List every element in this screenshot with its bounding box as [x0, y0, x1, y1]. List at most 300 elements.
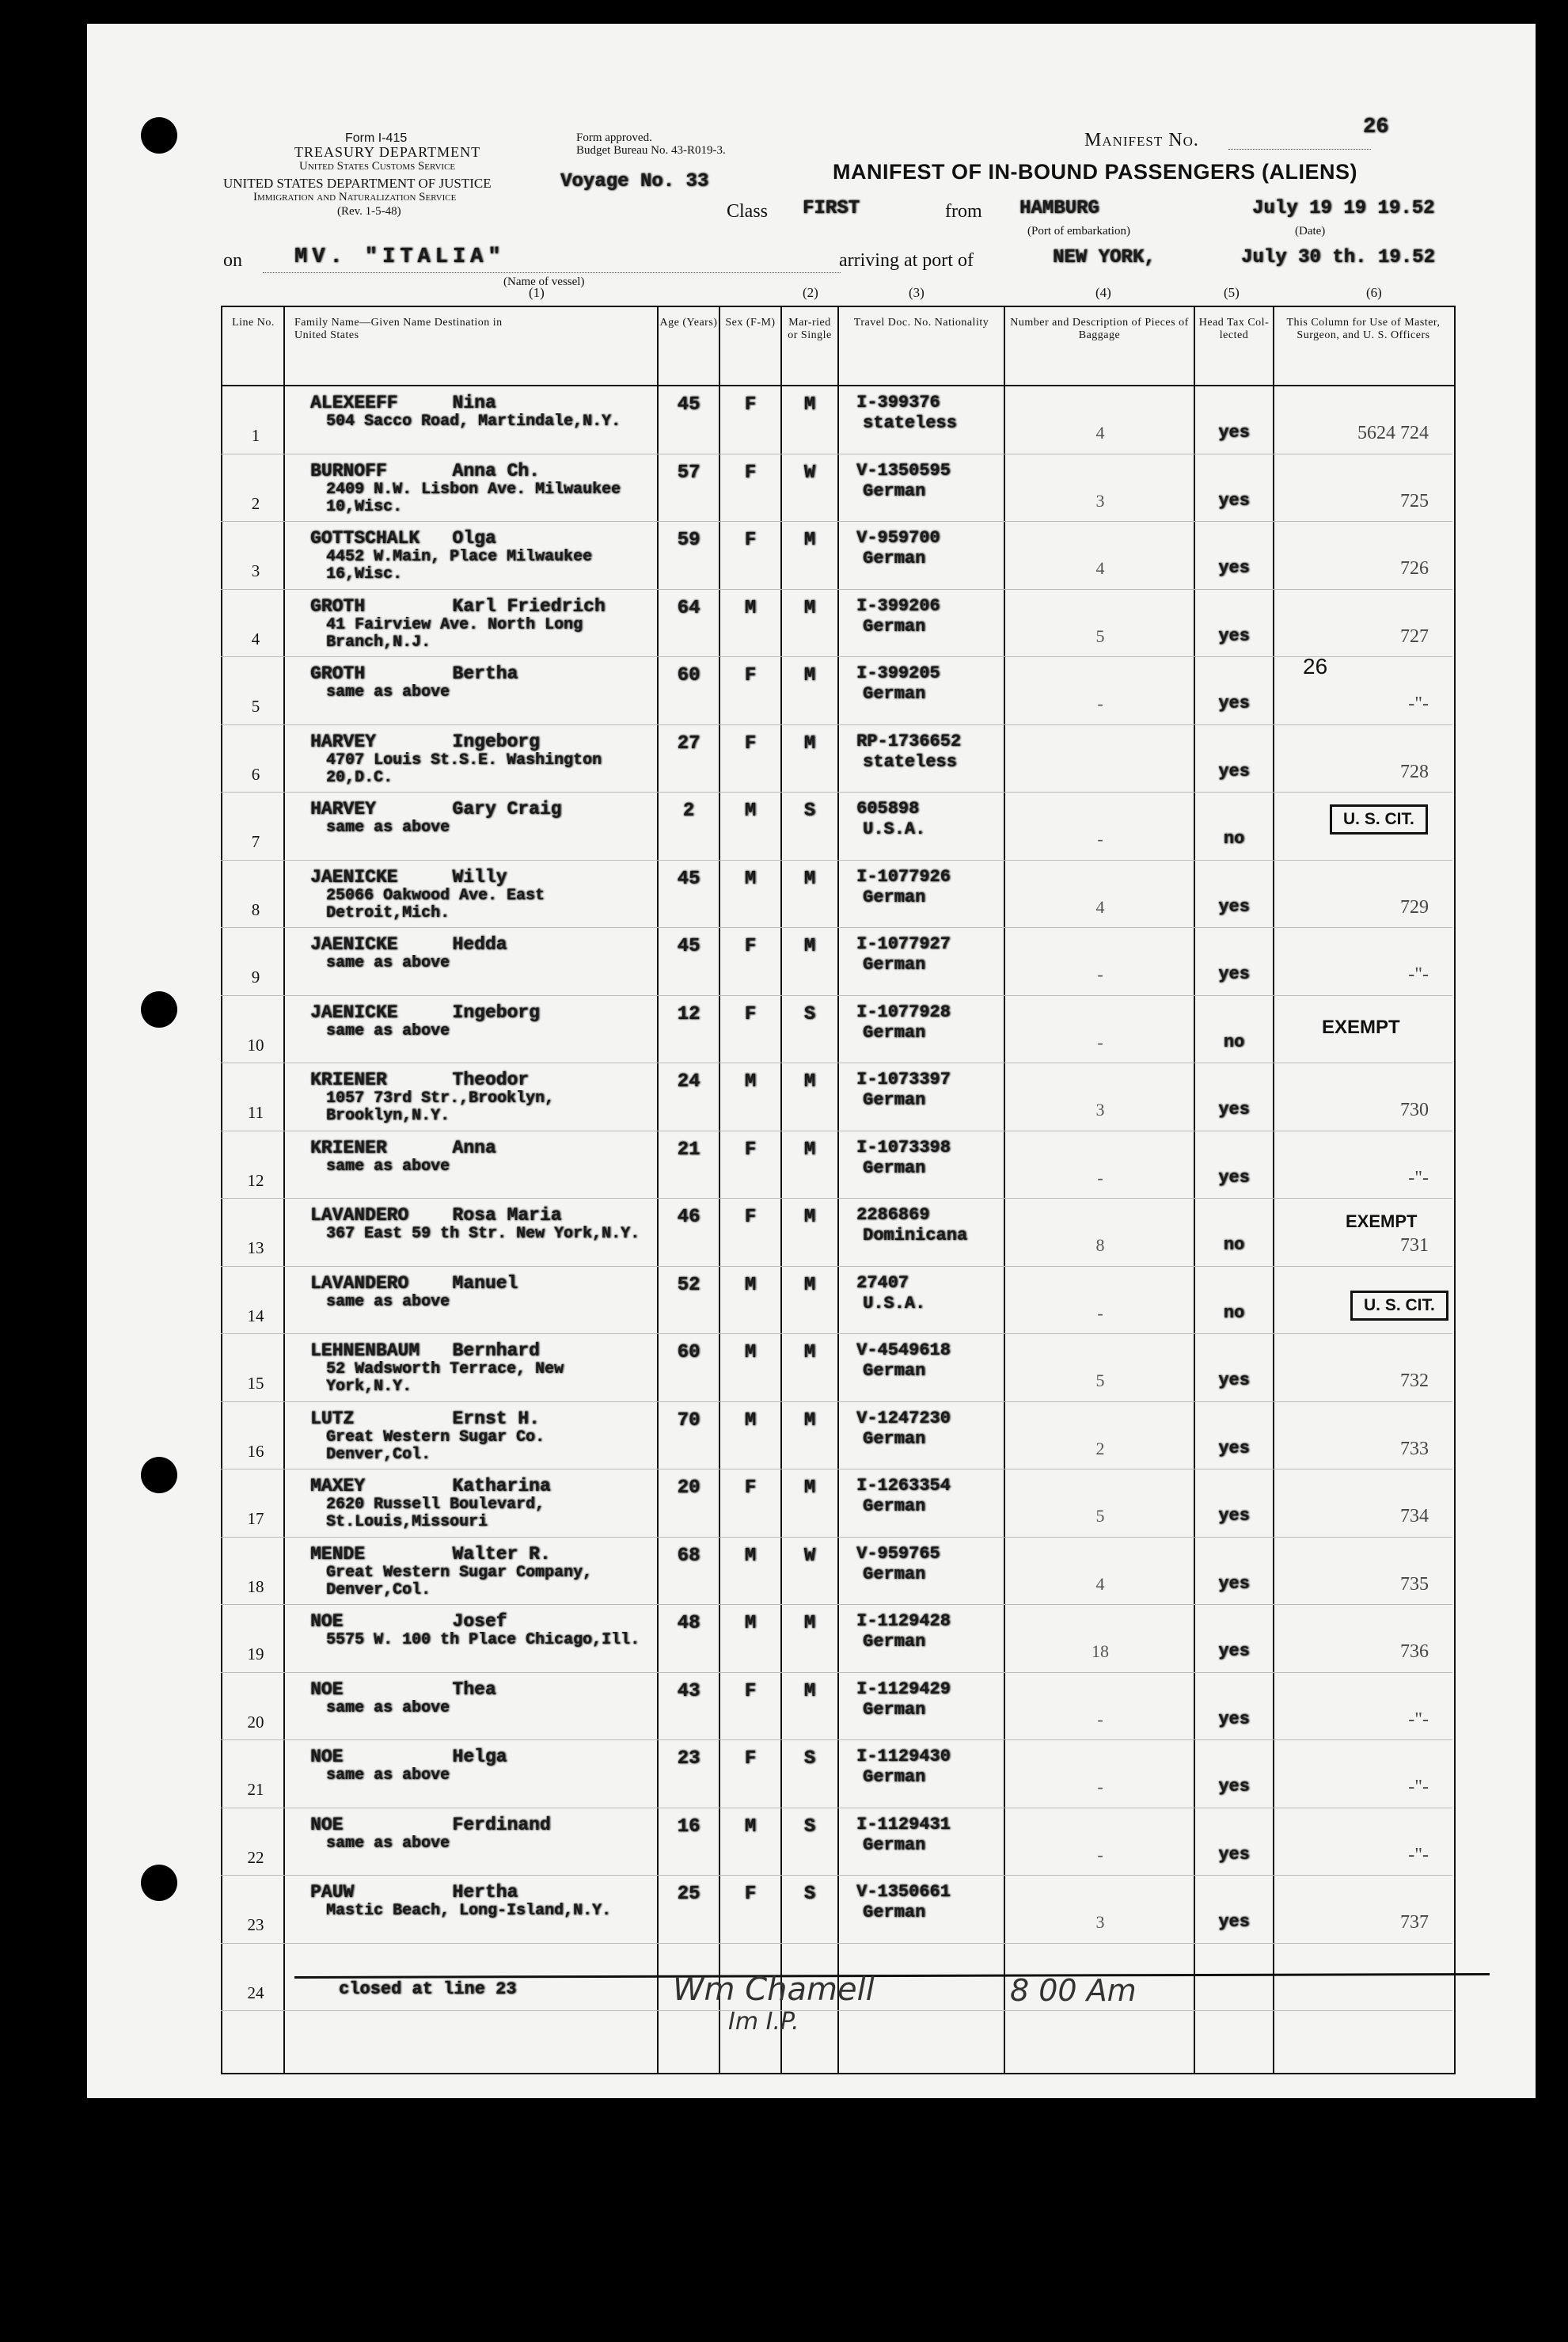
destination: same as above	[326, 1158, 450, 1176]
passenger-name: LAVANDERO Manuel	[310, 1272, 518, 1294]
passenger-name: GOTTSCHALK Olga	[310, 528, 496, 549]
destination: same as above	[326, 1767, 450, 1785]
line-number: 10	[247, 1035, 264, 1055]
age: 43	[677, 1680, 700, 1702]
age: 23	[677, 1748, 700, 1770]
nationality: U.S.A.	[863, 819, 926, 839]
sex: M	[744, 800, 757, 822]
line-number: 3	[251, 561, 260, 580]
officer-number: 728	[1400, 761, 1429, 782]
destination: 25066 Oakwood Ave. East Detroit,Mich.	[326, 887, 545, 922]
marital-status: M	[803, 1139, 816, 1161]
closed-note: closed at line 23	[339, 1979, 517, 1999]
class-value: FIRST	[803, 198, 860, 219]
departure-date: July 19 19 19.52	[1252, 198, 1435, 219]
destination: same as above	[326, 1293, 450, 1311]
col-num: (1)	[529, 285, 545, 300]
nationality: German	[863, 1767, 926, 1787]
travel-doc: I-1077927	[856, 934, 951, 954]
travel-doc: V-4549618	[856, 1340, 951, 1360]
us-citizen-stamp: U. S. CIT.	[1330, 804, 1428, 835]
head-tax: yes	[1218, 423, 1250, 443]
destination: same as above	[326, 1699, 450, 1717]
col-num: (2)	[803, 285, 818, 300]
nationality: stateless	[863, 751, 957, 772]
passenger-name: JAENICKE Hedda	[310, 934, 507, 955]
customs-service: United States Customs Service	[299, 160, 456, 173]
officer-number: -"-	[1408, 1844, 1429, 1865]
age: 48	[677, 1613, 700, 1634]
travel-doc: I-1073398	[856, 1137, 951, 1158]
travel-doc: V-1350595	[856, 460, 951, 481]
travel-doc: 27407	[856, 1272, 909, 1293]
row-divider	[221, 927, 1452, 928]
sex: M	[744, 1274, 757, 1296]
officer-number: -"-	[1408, 1167, 1429, 1188]
sex: F	[744, 1477, 757, 1499]
officer-number: 727	[1400, 625, 1429, 647]
nationality: German	[863, 684, 926, 704]
from-label: from	[945, 201, 982, 222]
row-divider	[221, 1875, 1452, 1876]
destination: 41 Fairview Ave. North Long Branch,N.J.	[326, 616, 583, 652]
us-citizen-stamp: U. S. CIT.	[1350, 1291, 1448, 1321]
destination: 2409 N.W. Lisbon Ave. Milwaukee 10,Wisc.	[326, 481, 621, 516]
age: 45	[677, 394, 700, 416]
arriving-label: arriving at port of	[839, 250, 974, 271]
head-tax: yes	[1218, 490, 1250, 511]
sex: F	[744, 1003, 757, 1025]
travel-doc: I-1129431	[856, 1814, 951, 1834]
passenger-name: BURNOFF Anna Ch.	[310, 460, 540, 481]
sex: F	[744, 1139, 757, 1161]
baggage-count: 18	[1092, 1641, 1109, 1661]
row-divider	[221, 2010, 1452, 2011]
baggage-count: -	[1097, 964, 1103, 984]
sex: F	[744, 665, 757, 686]
sex: F	[744, 1884, 757, 1905]
form-approved: Form approved.	[576, 131, 652, 144]
age: 64	[677, 597, 700, 619]
baggage-count: 4	[1095, 1573, 1105, 1594]
age: 16	[677, 1815, 700, 1838]
vessel-name: MV. "ITALIA"	[294, 245, 506, 269]
sex: F	[744, 394, 757, 416]
baggage-count: 3	[1095, 1912, 1105, 1932]
passenger-name: HARVEY Gary Craig	[310, 799, 562, 819]
nationality: Dominicana	[863, 1226, 968, 1245]
head-tax: yes	[1218, 1777, 1250, 1796]
age: 45	[677, 936, 700, 957]
nationality: German	[863, 887, 926, 907]
age: 68	[677, 1545, 700, 1567]
row-divider	[221, 656, 1452, 657]
marital-status: S	[803, 1748, 816, 1770]
class-label: Class	[727, 201, 769, 222]
destination: Great Western Sugar Co. Denver,Col.	[326, 1428, 545, 1464]
line-number: 22	[247, 1847, 264, 1867]
destination: 52 Wadsworth Terrace, New York,N.Y.	[326, 1361, 564, 1396]
baggage-count: -	[1097, 1777, 1103, 1796]
head-tax: yes	[1218, 1844, 1250, 1865]
destination: 2620 Russell Boulevard, St.Louis,Missouri	[326, 1496, 545, 1531]
age: 60	[677, 1342, 700, 1363]
row-divider	[221, 1943, 1452, 1944]
passenger-name: NOE Thea	[310, 1679, 496, 1700]
marital-status: M	[803, 597, 816, 619]
officer-number: -"-	[1408, 964, 1429, 985]
th-officers: This Column for Use of Master, Surgeon, and U. S. Officers	[1286, 317, 1441, 341]
travel-doc: 605898	[856, 799, 920, 819]
row-divider	[221, 521, 1452, 522]
officer-number: 732	[1400, 1371, 1429, 1391]
sex: M	[744, 1071, 757, 1093]
age: 12	[677, 1003, 700, 1025]
marital-status: M	[803, 936, 816, 957]
date-caption: (Date)	[1295, 225, 1326, 238]
destination: 1057 73rd Str.,Brooklyn, Brooklyn,N.Y.	[326, 1090, 555, 1125]
marital-status: M	[803, 1409, 816, 1431]
row-divider	[221, 1739, 1452, 1740]
head-tax: yes	[1218, 1506, 1250, 1526]
travel-doc: V-1350661	[856, 1882, 951, 1902]
sex: M	[744, 1342, 757, 1363]
baggage-count: -	[1097, 1844, 1103, 1865]
destination: Mastic Beach, Long-Island,N.Y.	[326, 1903, 612, 1920]
line-number: 11	[247, 1103, 264, 1122]
line-number: 14	[247, 1306, 264, 1325]
passenger-name: JAENICKE Willy	[310, 866, 507, 888]
officer-number: 736	[1400, 1641, 1429, 1662]
sex: M	[744, 868, 757, 890]
travel-doc: I-1077926	[856, 866, 951, 887]
travel-doc: I-1129430	[856, 1747, 951, 1766]
punch-hole	[141, 991, 177, 1028]
travel-doc: I-1073397	[856, 1070, 951, 1089]
handwritten-signature: Wm Chamell	[673, 1971, 875, 2008]
officer-number: 733	[1400, 1438, 1429, 1459]
sex: M	[744, 1815, 757, 1838]
baggage-count: -	[1097, 694, 1103, 713]
destination: same as above	[326, 1022, 450, 1040]
head-tax: no	[1223, 829, 1245, 849]
age: 27	[677, 732, 700, 755]
th-age: Age (Years)	[659, 317, 718, 329]
row-divider	[221, 589, 1452, 590]
line-number: 1	[251, 426, 260, 445]
head-tax: no	[1223, 1032, 1245, 1052]
budget-bureau: Budget Bureau No. 43-R019-3.	[576, 144, 726, 157]
passenger-name: GROTH Bertha	[310, 663, 518, 684]
travel-doc: I-1263354	[856, 1476, 951, 1496]
passenger-name: MAXEY Katharina	[310, 1476, 551, 1496]
line-number: 2	[251, 493, 260, 513]
nationality: German	[863, 549, 926, 568]
age: 46	[677, 1207, 700, 1228]
travel-doc: I-1077928	[856, 1002, 951, 1022]
th-married: Mar-ried or Single	[788, 317, 832, 341]
destination: 5575 W. 100 th Place Chicago,Ill.	[326, 1632, 640, 1649]
line-number: 8	[251, 899, 260, 919]
nationality: German	[863, 1834, 926, 1855]
header-divider	[221, 385, 1454, 386]
travel-doc: V-959765	[856, 1543, 940, 1564]
nationality: German	[863, 1361, 926, 1381]
baggage-count: -	[1097, 1032, 1103, 1052]
th-head-tax: Head Tax Col-lected	[1198, 317, 1270, 341]
travel-doc: V-1247230	[856, 1408, 951, 1428]
punch-hole	[141, 117, 177, 154]
passenger-name: LEHNENBAUM Bernhard	[310, 1340, 540, 1361]
punch-hole	[141, 1865, 177, 1901]
voyage-number: Voyage No. 33	[560, 171, 709, 192]
embarkation-port: HAMBURG	[1019, 198, 1099, 219]
marital-status: M	[803, 1207, 816, 1228]
vessel-caption: (Name of vessel)	[503, 276, 585, 288]
nationality: German	[863, 1903, 926, 1922]
sex: F	[744, 732, 757, 755]
passenger-name: ALEXEEFF Nina	[310, 393, 496, 413]
row-divider	[221, 1537, 1452, 1538]
sex: M	[744, 1409, 757, 1431]
travel-doc: I-1129429	[856, 1679, 951, 1699]
form-number: Form I-415	[345, 131, 408, 145]
age: 24	[677, 1071, 700, 1093]
row-divider	[221, 1401, 1452, 1402]
dept-name: TREASURY DEPARTMENT	[294, 144, 481, 160]
page-mark: 26	[1303, 654, 1328, 679]
officer-number: 731	[1400, 1235, 1429, 1256]
arrival-date: July 30 th. 19.52	[1241, 247, 1435, 268]
head-tax: yes	[1218, 1641, 1250, 1661]
line-number: 4	[251, 629, 260, 648]
baggage-count: 4	[1095, 896, 1105, 917]
officer-number: -"-	[1408, 694, 1429, 714]
th-line: Line No.	[232, 317, 275, 329]
row-divider	[221, 1333, 1452, 1334]
handwritten-time: 8 00 Am	[1010, 1973, 1137, 2008]
marital-status: M	[803, 1680, 816, 1702]
head-tax: yes	[1218, 625, 1250, 646]
manifest-no-label: Manifest No.	[1084, 130, 1199, 150]
ins-name: Immigration and Naturalization Service	[253, 191, 457, 203]
age: 45	[677, 868, 700, 890]
sex: M	[744, 597, 757, 619]
nationality: German	[863, 955, 926, 975]
exempt-stamp: EXEMPT	[1346, 1211, 1418, 1231]
nationality: German	[863, 1022, 926, 1043]
head-tax: yes	[1218, 1709, 1250, 1729]
travel-doc: I-399205	[856, 663, 940, 683]
head-tax: yes	[1218, 1912, 1250, 1932]
marital-status: W	[803, 462, 816, 484]
sex: F	[744, 1748, 757, 1770]
line-number: 5	[251, 697, 260, 716]
sex: F	[744, 1207, 757, 1228]
travel-doc: I-399206	[856, 595, 940, 616]
line-number: 18	[247, 1576, 264, 1596]
row-divider	[221, 1672, 1452, 1673]
passenger-name: HARVEY Ingeborg	[310, 731, 540, 752]
destination: same as above	[326, 819, 450, 837]
marital-status: M	[803, 1342, 816, 1363]
row-divider	[221, 995, 1452, 996]
sex: F	[744, 1680, 757, 1702]
marital-status: M	[803, 394, 816, 416]
th-sex: Sex (F-M)	[725, 317, 776, 329]
officer-number: 737	[1400, 1912, 1429, 1933]
nationality: German	[863, 1632, 926, 1652]
marital-status: S	[803, 1884, 816, 1905]
officer-number: 725	[1400, 490, 1429, 511]
travel-doc: I-399376	[856, 393, 940, 413]
officer-number: 734	[1400, 1506, 1429, 1526]
col-num: (6)	[1366, 285, 1382, 300]
destination: same as above	[326, 684, 450, 701]
destination: same as above	[326, 1834, 450, 1853]
line-number: 20	[247, 1712, 264, 1732]
form-revision: (Rev. 1-5-48)	[337, 205, 401, 218]
baggage-count: 5	[1095, 1371, 1105, 1390]
sex: F	[744, 462, 757, 484]
marital-status: M	[803, 1071, 816, 1093]
handwritten-initials: Im I.P.	[728, 2008, 799, 2036]
line-number: 7	[251, 832, 260, 851]
age: 60	[677, 665, 700, 686]
officer-number: 729	[1400, 896, 1429, 918]
baggage-count: 8	[1095, 1235, 1105, 1255]
nationality: U.S.A.	[863, 1293, 926, 1314]
marital-status: M	[803, 665, 816, 686]
age: 21	[677, 1139, 700, 1161]
destination: Great Western Sugar Company, Denver,Col.	[326, 1564, 593, 1599]
col-num: (5)	[1224, 285, 1240, 300]
age: 20	[677, 1477, 700, 1499]
punch-hole	[141, 1457, 177, 1493]
nationality: German	[863, 1699, 926, 1720]
baggage-count: 4	[1095, 423, 1105, 443]
age: 52	[677, 1274, 700, 1296]
age: 57	[677, 462, 700, 484]
destination: same as above	[326, 955, 450, 972]
marital-status: M	[803, 868, 816, 890]
th-baggage: Number and Description of Pieces of Baggage	[1010, 317, 1189, 341]
destination: 4452 W.Main, Place Milwaukee 16,Wisc.	[326, 549, 593, 584]
line-number: 16	[247, 1441, 264, 1461]
manifest-no-line	[1228, 149, 1371, 150]
age: 59	[677, 530, 700, 551]
marital-status: W	[803, 1545, 816, 1567]
nationality: German	[863, 616, 926, 637]
baggage-count: 2	[1095, 1438, 1105, 1458]
nationality: German	[863, 1496, 926, 1516]
embark-caption: (Port of embarkation)	[1027, 225, 1130, 238]
head-tax: yes	[1218, 1371, 1250, 1390]
baggage-count: 3	[1095, 490, 1105, 511]
marital-status: M	[803, 1477, 816, 1499]
officer-number: -"-	[1408, 1777, 1429, 1797]
passenger-name: KRIENER Anna	[310, 1137, 496, 1158]
marital-status: M	[803, 1274, 816, 1296]
th-travel-doc: Travel Doc. No. Nationality	[853, 317, 989, 329]
marital-status: M	[803, 1613, 816, 1634]
travel-doc: I-1129428	[856, 1611, 951, 1631]
sex: M	[744, 1613, 757, 1634]
row-divider	[221, 792, 1452, 793]
officer-number: -"-	[1408, 1709, 1429, 1730]
travel-doc: 2286869	[856, 1205, 930, 1225]
baggage-count: -	[1097, 829, 1103, 849]
age: 25	[677, 1884, 700, 1905]
age: 2	[682, 800, 695, 822]
manifest-number: 26	[1363, 116, 1389, 139]
sex: M	[744, 1545, 757, 1567]
head-tax: no	[1223, 1302, 1245, 1323]
nationality: German	[863, 1090, 926, 1110]
baggage-count: -	[1097, 1302, 1103, 1323]
sex: F	[744, 530, 757, 551]
age: 70	[677, 1409, 700, 1431]
row-divider	[221, 1604, 1452, 1605]
on-label: on	[223, 250, 242, 271]
passenger-name: LUTZ Ernst H.	[310, 1408, 540, 1429]
officer-number: 730	[1400, 1100, 1429, 1120]
head-tax: yes	[1218, 1167, 1250, 1188]
marital-status: S	[803, 1003, 816, 1025]
line-number: 9	[251, 968, 260, 987]
line-number: 6	[251, 764, 260, 784]
line-number: 13	[247, 1238, 264, 1257]
nationality: stateless	[863, 413, 957, 433]
passenger-name: MENDE Walter R.	[310, 1543, 551, 1565]
nationality: German	[863, 1428, 926, 1449]
passenger-name: PAUW Hertha	[310, 1882, 518, 1903]
marital-status: M	[803, 732, 816, 755]
marital-status: S	[803, 1815, 816, 1838]
line-number: 24	[247, 1983, 264, 2002]
col-num: (3)	[909, 285, 924, 300]
row-divider	[221, 724, 1452, 725]
line-number: 12	[247, 1170, 264, 1190]
marital-status: S	[803, 800, 816, 822]
officer-number: 735	[1400, 1573, 1429, 1595]
row-divider	[221, 860, 1452, 861]
destination: 504 Sacco Road, Martindale,N.Y.	[326, 413, 621, 431]
baggage-count: 4	[1095, 558, 1105, 578]
head-tax: yes	[1218, 694, 1250, 713]
sex: F	[744, 936, 757, 957]
passenger-name: JAENICKE Ingeborg	[310, 1002, 540, 1023]
exempt-stamp: EXEMPT	[1322, 1017, 1400, 1038]
nationality: German	[863, 481, 926, 501]
baggage-count: 3	[1095, 1100, 1105, 1120]
col-num: (4)	[1095, 285, 1111, 300]
destination: 367 East 59 th Str. New York,N.Y.	[326, 1226, 640, 1243]
head-tax: yes	[1218, 1438, 1250, 1458]
row-divider	[221, 1198, 1452, 1199]
head-tax: yes	[1218, 1573, 1250, 1594]
row-divider	[221, 1266, 1452, 1267]
passenger-name: KRIENER Theodor	[310, 1070, 530, 1090]
baggage-count: -	[1097, 1709, 1103, 1729]
line-number: 15	[247, 1374, 264, 1393]
baggage-count: -	[1097, 1167, 1103, 1188]
head-tax: yes	[1218, 896, 1250, 917]
travel-doc: V-959700	[856, 528, 940, 548]
baggage-count: 5	[1095, 625, 1105, 646]
head-tax: yes	[1218, 558, 1250, 578]
travel-doc: RP-1736652	[856, 731, 962, 751]
